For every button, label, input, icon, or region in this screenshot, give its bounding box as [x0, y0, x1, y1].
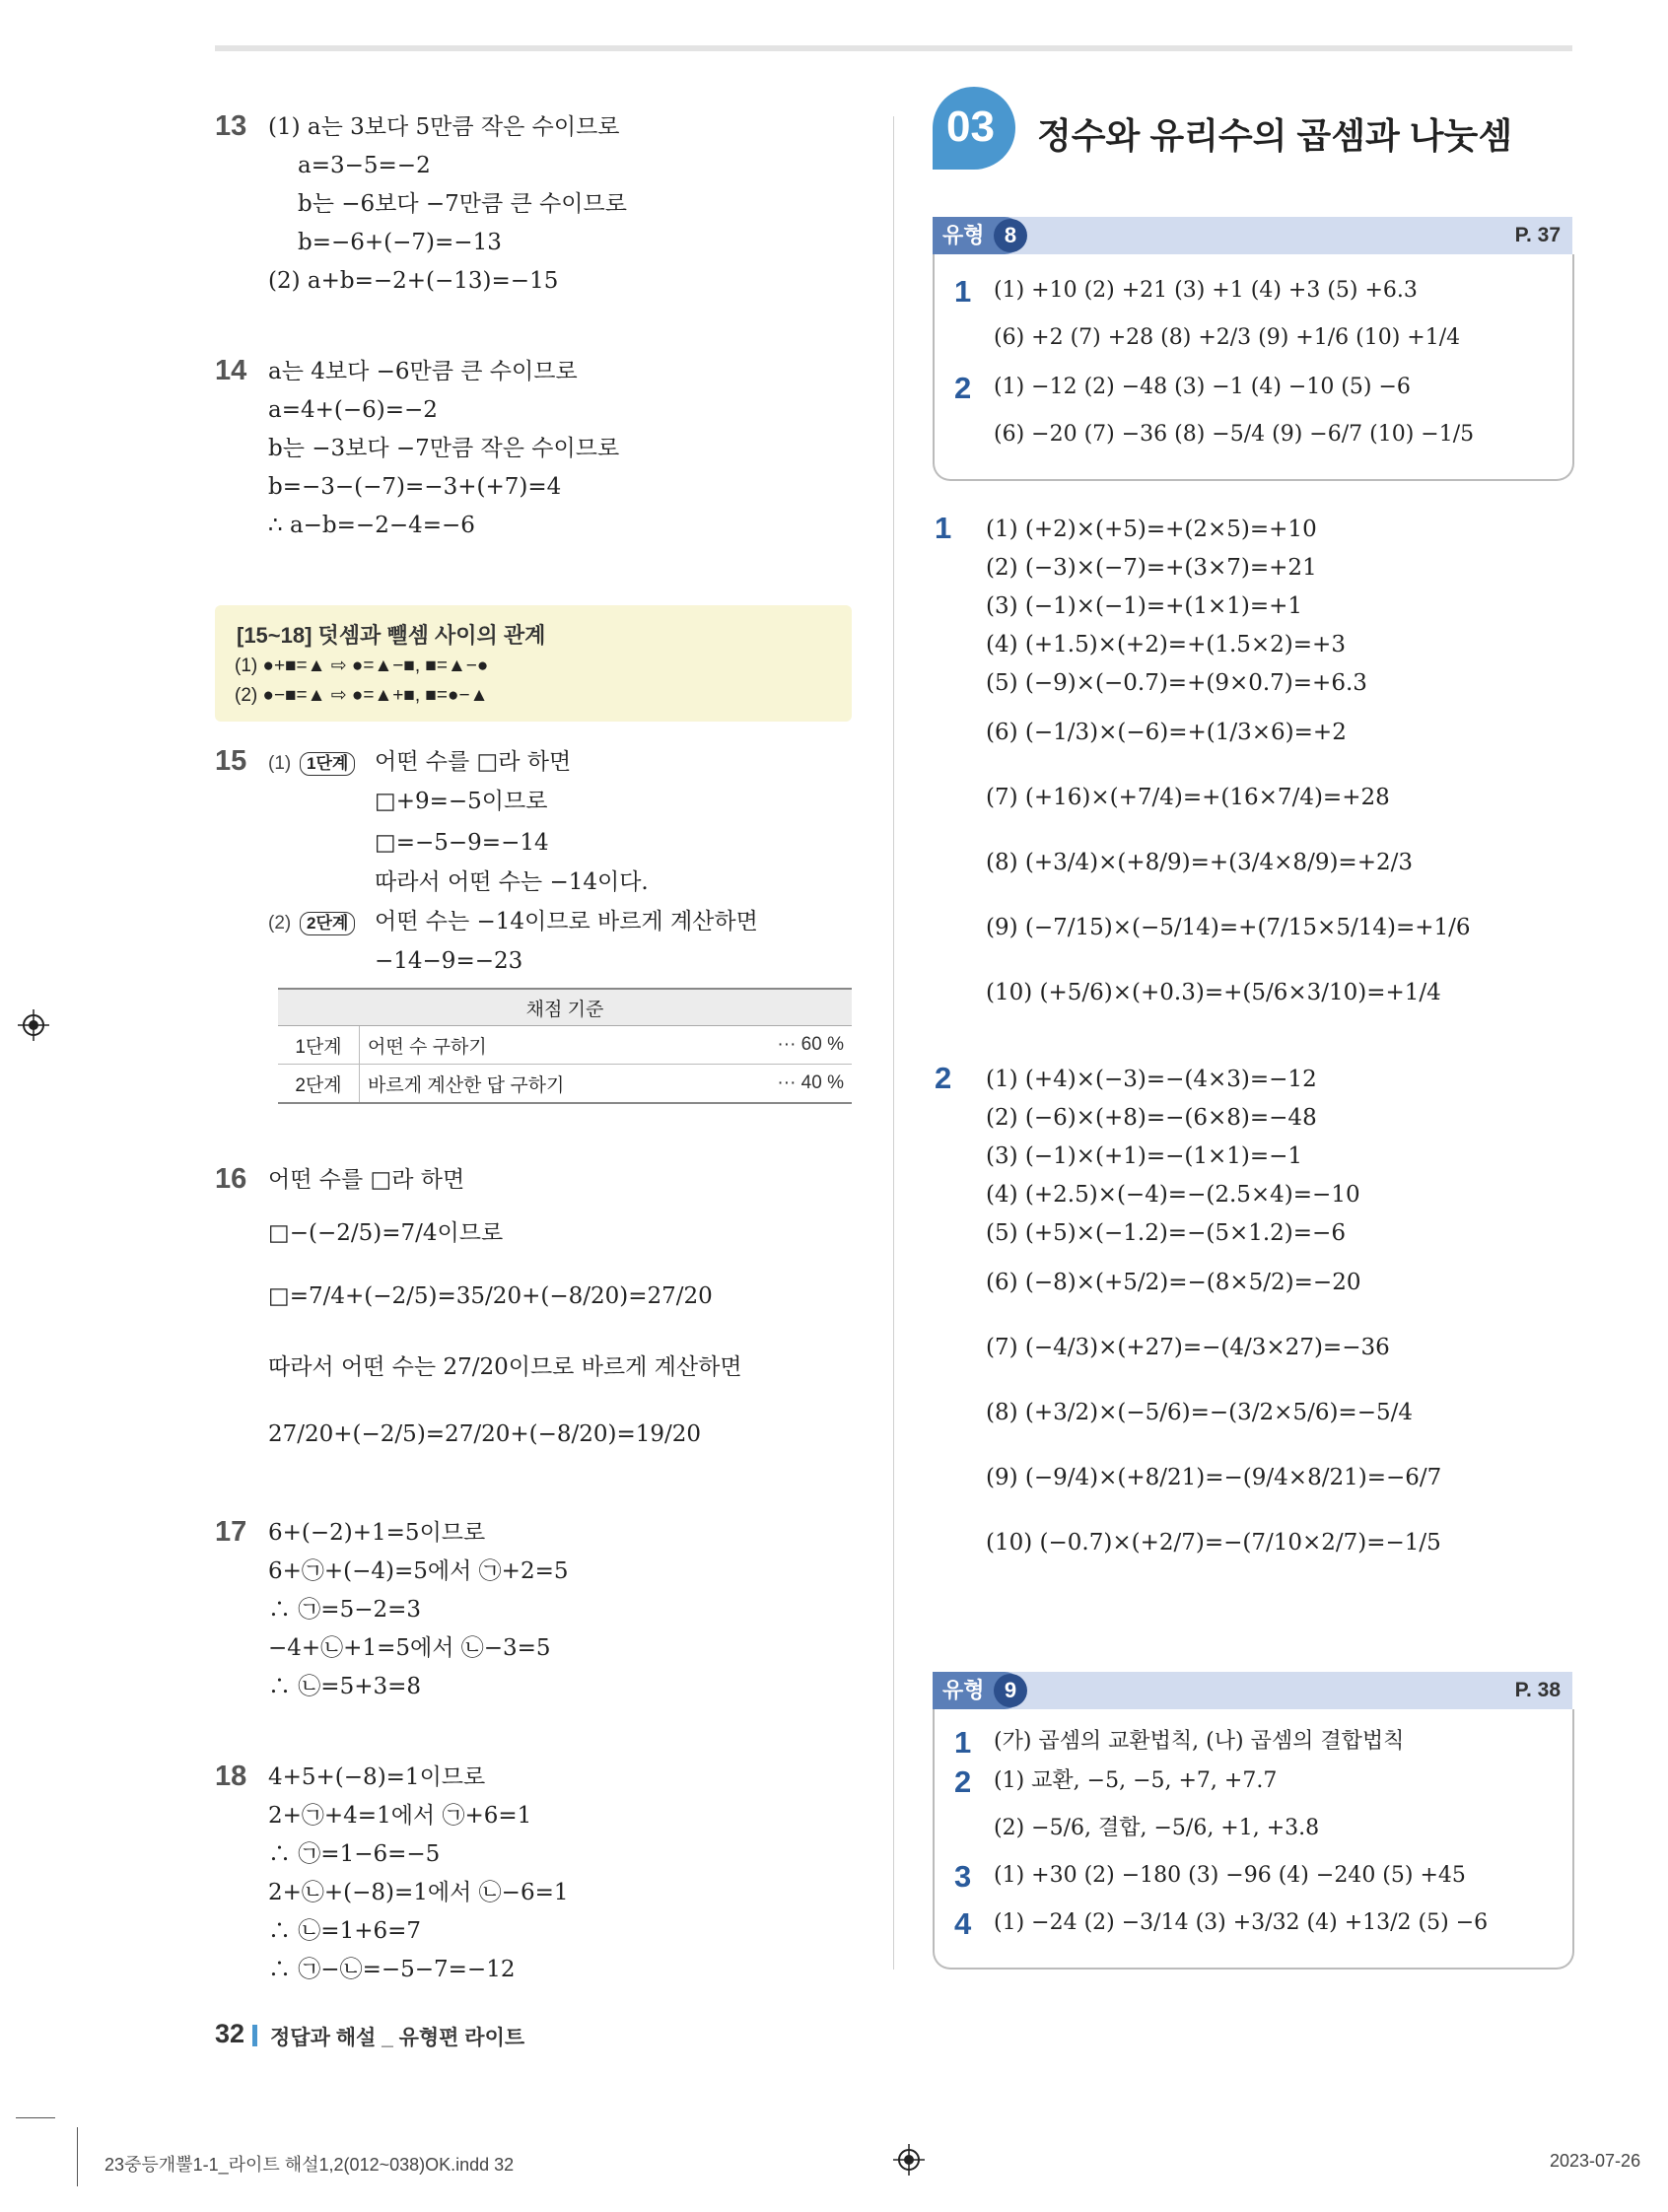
type-8-header [933, 217, 1572, 254]
type-label: 유형 [933, 217, 1023, 254]
solution-line: ∴ ㉠−㉡=−5−7=−12 [268, 1957, 516, 1982]
grading-criterion: 바르게 계산한 답 구하기 [360, 1065, 721, 1104]
solution-line: 어떤 수를 □라 하면 [375, 749, 572, 775]
solution-line: (4) (+1.5)×(+2)=+(1.5×2)=+3 [986, 632, 1346, 657]
problem-number: 17 [215, 1516, 247, 1548]
solution-line: (1) a는 3보다 5만큼 작은 수이므로 [268, 114, 620, 140]
solution-line: (2) a+b=−2+(−13)=−15 [268, 268, 559, 294]
section-number: 03 [946, 103, 995, 151]
solution-line: a=4+(−6)=−2 [268, 397, 438, 423]
answer-row: (6) +2 (7) +28 (8) +2/3 (9) +1/6 (10) +1/4 [994, 325, 1461, 350]
sub-marker: (1) [268, 753, 292, 774]
solution-line: (1) (+4)×(−3)=−(4×3)=−12 [986, 1067, 1317, 1092]
page-reference: P. 37 [1514, 224, 1561, 246]
solution-line: ∴ ㉠=5−2=3 [268, 1597, 422, 1623]
file-slug: 23중등개뿔1-1_라이트 해설1,2(012~038)OK.indd 32 [104, 2155, 515, 2175]
solution-line: (10) (+5/6)×(+0.3)=+(5/6×3/10)=+1/4 [986, 980, 1441, 1005]
solution-line: □=−5−9=−14 [375, 830, 549, 856]
solution-line: (8) (+3/2)×(−5/6)=−(3/2×5/6)=−5/4 [986, 1400, 1413, 1425]
solution-line: b는 −6보다 −7만큼 큰 수이므로 [298, 191, 627, 217]
tip-title: [15~18] 덧셈과 뺄셈 사이의 관계 [237, 623, 546, 648]
solution-line: −14−9=−23 [375, 948, 523, 974]
answer-row: (6) −20 (7) −36 (8) −5/4 (9) −6/7 (10) −1/5 [994, 422, 1475, 447]
grading-score: ··· 40 % [720, 1065, 852, 1104]
grading-step: 1단계 [278, 1026, 360, 1065]
answer-row: (1) 교환, −5, −5, +7, +7.7 [994, 1768, 1278, 1793]
solution-line: (9) (−7/15)×(−5/14)=+(7/15×5/14)=+1/6 [986, 915, 1471, 940]
type-number: 8 [994, 219, 1027, 252]
footer-title: 정답과 해설 _ 유형편 라이트 [270, 2027, 525, 2049]
solution-line: b는 −3보다 −7만큼 작은 수이므로 [268, 436, 620, 461]
solution-line: 따라서 어떤 수는 27/20이므로 바르게 계산하면 [268, 1354, 742, 1380]
solution-line: (7) (−4/3)×(+27)=−(4/3×27)=−36 [986, 1335, 1390, 1360]
solution-number: 2 [935, 1061, 952, 1095]
solution-line: ∴ ㉠=1−6=−5 [268, 1841, 441, 1867]
answer-number: 4 [954, 1906, 972, 1941]
type-9-header [933, 1672, 1572, 1709]
solution-line: 6+(−2)+1=5이므로 [268, 1520, 486, 1546]
step-badge: 2단계 [300, 912, 355, 935]
solution-line: (2) (−6)×(+8)=−(6×8)=−48 [986, 1105, 1317, 1131]
type-number: 9 [994, 1674, 1027, 1707]
solution-line: (6) (−1/3)×(−6)=+(1/3×6)=+2 [986, 720, 1347, 745]
solution-line: (6) (−8)×(+5/2)=−(8×5/2)=−20 [986, 1270, 1361, 1295]
solution-line: b=−6+(−7)=−13 [298, 230, 502, 255]
solution-number: 1 [935, 511, 952, 545]
grading-header: 채점 기준 [278, 989, 852, 1026]
answer-row: (2) −5/6, 결합, −5/6, +1, +3.8 [994, 1816, 1320, 1840]
solution-line: □=7/4+(−2/5)=35/20+(−8/20)=27/20 [268, 1283, 713, 1309]
problem-number: 18 [215, 1761, 247, 1792]
print-date: 2023-07-26 [1550, 2151, 1641, 2171]
solution-line: a는 4보다 −6만큼 큰 수이므로 [268, 359, 578, 384]
answer-number: 3 [954, 1859, 972, 1894]
page-reference: P. 38 [1514, 1679, 1561, 1701]
type-label: 유형 [933, 1672, 1023, 1709]
solution-line: (3) (−1)×(+1)=−(1×1)=−1 [986, 1143, 1303, 1169]
solution-line: ∴ a−b=−2−4=−6 [268, 513, 475, 538]
step-badge: 1단계 [300, 752, 355, 776]
solution-line: ∴ ㉡=1+6=7 [268, 1918, 422, 1944]
solution-line: 어떤 수를 □라 하면 [268, 1167, 465, 1193]
tip-line: (2) ●−■=▲ ⇨ ●=▲+■, ■=●−▲ [235, 685, 489, 706]
solution-line: 27/20+(−2/5)=27/20+(−8/20)=19/20 [268, 1421, 702, 1447]
answer-row: (1) +30 (2) −180 (3) −96 (4) −240 (5) +45 [994, 1863, 1466, 1888]
problem-number: 16 [215, 1163, 247, 1195]
answer-row: (1) −24 (2) −3/14 (3) +3/32 (4) +13/2 (5) −6 [994, 1910, 1489, 1935]
registration-mark-icon [18, 1009, 49, 1041]
answer-row: (가) 곱셈의 교환법칙, (나) 곱셈의 결합법칙 [994, 1729, 1405, 1754]
solution-line: (8) (+3/4)×(+8/9)=+(3/4×8/9)=+2/3 [986, 850, 1413, 875]
solution-line: (4) (+2.5)×(−4)=−(2.5×4)=−10 [986, 1182, 1360, 1208]
solution-line: (2) (−3)×(−7)=+(3×7)=+21 [986, 555, 1317, 581]
answer-number: 1 [954, 1725, 972, 1760]
registration-mark-icon [893, 2144, 925, 2176]
problem-number: 13 [215, 110, 247, 142]
section-title: 정수와 유리수의 곱셈과 나눗셈 [1037, 115, 1513, 156]
solution-line: (5) (−9)×(−0.7)=+(9×0.7)=+6.3 [986, 670, 1367, 696]
solution-line: □+9=−5이므로 [375, 789, 548, 814]
solution-line: b=−3−(−7)=−3+(+7)=4 [268, 474, 562, 500]
solution-line: a=3−5=−2 [298, 153, 431, 178]
crop-mark [77, 2127, 78, 2186]
sub-marker: (2) [268, 913, 292, 933]
top-rule [215, 45, 1572, 51]
solution-line: −4+㉡+1=5에서 ㉡−3=5 [268, 1635, 551, 1661]
crop-mark [16, 2117, 55, 2118]
answer-row: (1) +10 (2) +21 (3) +1 (4) +3 (5) +6.3 [994, 278, 1418, 303]
solution-line: 4+5+(−8)=1이므로 [268, 1764, 486, 1790]
grading-criterion: 어떤 수 구하기 [360, 1026, 721, 1065]
grading-score: ··· 60 % [720, 1026, 852, 1065]
footer-accent-bar [252, 2025, 257, 2046]
grading-step: 2단계 [278, 1065, 360, 1104]
solution-line: 6+㉠+(−4)=5에서 ㉠+2=5 [268, 1558, 569, 1584]
solution-line: 어떤 수는 −14이므로 바르게 계산하면 [375, 909, 758, 934]
answer-row: (1) −12 (2) −48 (3) −1 (4) −10 (5) −6 [994, 375, 1411, 399]
solution-line: 2+㉡+(−8)=1에서 ㉡−6=1 [268, 1880, 569, 1905]
answer-number: 2 [954, 1764, 972, 1799]
solution-line: (5) (+5)×(−1.2)=−(5×1.2)=−6 [986, 1220, 1346, 1246]
solution-line: ∴ ㉡=5+3=8 [268, 1674, 422, 1699]
solution-line: 따라서 어떤 수는 −14이다. [375, 869, 649, 895]
answer-number: 1 [954, 274, 972, 309]
problem-number: 14 [215, 355, 247, 386]
solution-line: (7) (+16)×(+7/4)=+(16×7/4)=+28 [986, 785, 1390, 810]
tip-line: (1) ●+■=▲ ⇨ ●=▲−■, ■=▲−● [235, 656, 489, 676]
page-number: 32 [215, 2019, 245, 2048]
answer-number: 2 [954, 371, 972, 405]
solution-line: 2+㉠+4=1에서 ㉠+6=1 [268, 1803, 532, 1829]
tip-box [215, 605, 852, 722]
solution-line: (1) (+2)×(+5)=+(2×5)=+10 [986, 517, 1317, 542]
solution-line: (9) (−9/4)×(+8/21)=−(9/4×8/21)=−6/7 [986, 1465, 1442, 1490]
problem-number: 15 [215, 745, 247, 777]
solution-line: □−(−2/5)=7/4이므로 [268, 1220, 504, 1246]
solution-line: (3) (−1)×(−1)=+(1×1)=+1 [986, 593, 1303, 619]
solution-line: (10) (−0.7)×(+2/7)=−(7/10×2/7)=−1/5 [986, 1530, 1441, 1555]
column-divider [893, 116, 894, 1970]
grading-table [278, 988, 852, 1104]
